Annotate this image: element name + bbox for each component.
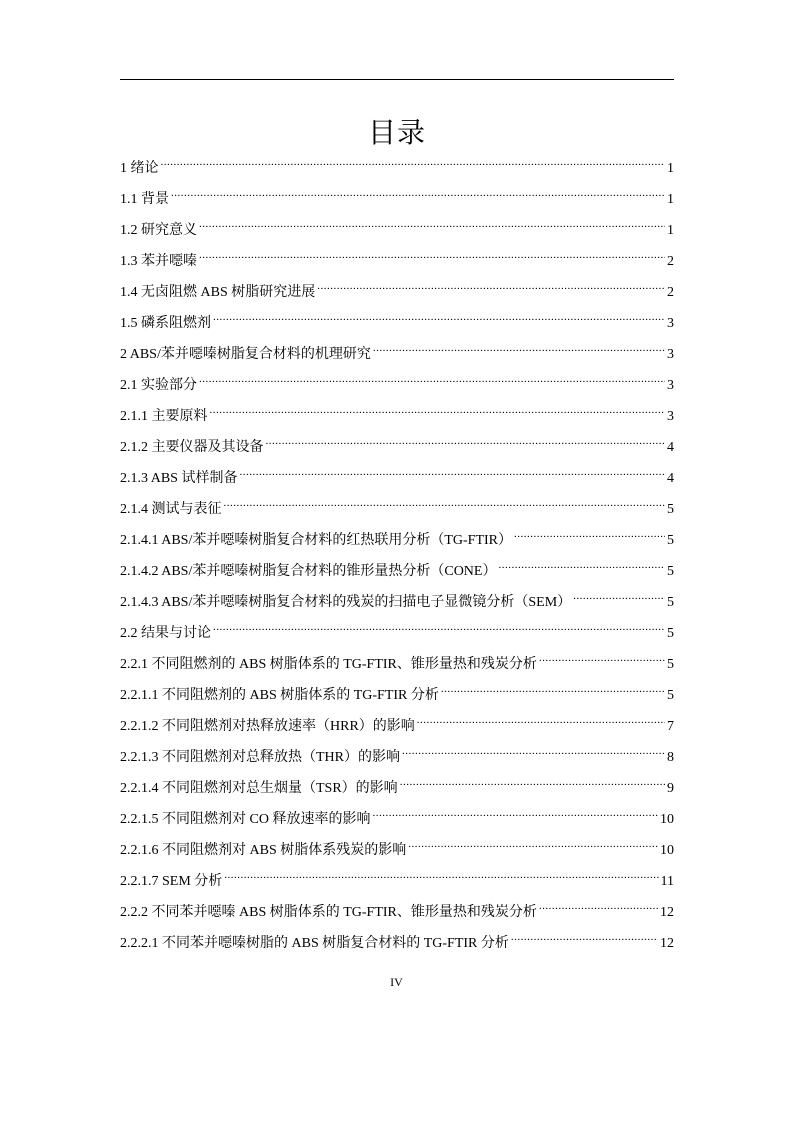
page-title: 目录 xyxy=(367,115,426,149)
toc-entry-title: 2.2 结果与讨论 xyxy=(120,626,211,641)
toc-entry-title: 2.2.1.1 不同阻燃剂的 ABS 树脂体系的 TG-FTIR 分析 xyxy=(120,688,439,703)
toc-leader-dots xyxy=(213,307,665,327)
toc-entry-title: 2.2.2 不同苯并噁嗪 ABS 树脂体系的 TG-FTIR、锥形量热和残炭分析 xyxy=(120,905,537,920)
toc-entry-page: 5 xyxy=(667,688,674,703)
header-rule xyxy=(120,79,674,80)
toc-entry[interactable] xyxy=(120,741,674,772)
toc-entry-page: 1 xyxy=(667,192,674,207)
toc-entry-page: 1 xyxy=(667,223,674,238)
toc-entry-title: 2.2.1.5 不同阻燃剂对 CO 释放速率的影响 xyxy=(120,812,371,827)
toc-leader-dots xyxy=(199,369,665,389)
toc-entry-page: 2 xyxy=(667,254,674,269)
toc-entry-page: 12 xyxy=(660,936,674,951)
toc-entry[interactable] xyxy=(120,307,674,338)
toc-entry-title: 2.1.3 ABS 试样制备 xyxy=(120,471,238,486)
toc-leader-dots xyxy=(539,648,665,668)
toc-entry-page: 5 xyxy=(667,502,674,517)
toc-leader-dots xyxy=(417,710,665,730)
toc-entry-page: 4 xyxy=(667,440,674,455)
toc-entry[interactable] xyxy=(120,834,674,865)
toc-leader-dots xyxy=(400,772,665,792)
toc-leader-dots xyxy=(161,152,666,172)
toc-leader-dots xyxy=(210,400,666,420)
toc-entry[interactable] xyxy=(120,214,674,245)
toc-entry[interactable] xyxy=(120,369,674,400)
toc-entry[interactable] xyxy=(120,400,674,431)
toc-entry[interactable] xyxy=(120,648,674,679)
toc-entry-page: 3 xyxy=(667,316,674,331)
toc-leader-dots xyxy=(239,462,665,482)
toc-entry-title: 1.5 磷系阻燃剂 xyxy=(120,316,211,331)
toc-entry-title: 2.1.4 测试与表征 xyxy=(120,502,222,517)
toc-leader-dots xyxy=(266,431,666,451)
toc-entry-page: 3 xyxy=(667,347,674,362)
toc-entry-title: 1.2 研究意义 xyxy=(120,223,197,238)
toc-leader-dots xyxy=(199,245,665,265)
toc-entry[interactable] xyxy=(120,524,674,555)
toc-entry[interactable] xyxy=(120,245,674,276)
toc-entry-title: 1 绪论 xyxy=(120,161,159,176)
toc-leader-dots xyxy=(441,679,665,699)
toc-entry[interactable] xyxy=(120,555,674,586)
toc-entry[interactable] xyxy=(120,679,674,710)
toc-entry-title: 2.2.1.4 不同阻燃剂对总生烟量（TSR）的影响 xyxy=(120,781,398,796)
toc-entry-page: 4 xyxy=(667,471,674,486)
toc-leader-dots xyxy=(224,493,666,513)
toc-entry[interactable] xyxy=(120,927,674,958)
toc-leader-dots xyxy=(498,555,665,575)
toc-entry-title: 2.2.1 不同阻燃剂的 ABS 树脂体系的 TG-FTIR、锥形量热和残炭分析 xyxy=(120,657,537,672)
page-number: IV xyxy=(390,975,403,989)
toc-leader-dots xyxy=(317,276,665,296)
toc-leader-dots xyxy=(511,927,658,947)
toc-entry-page: 8 xyxy=(667,750,674,765)
toc-entry[interactable] xyxy=(120,493,674,524)
toc-entry-page: 5 xyxy=(667,626,674,641)
toc-entry[interactable] xyxy=(120,803,674,834)
toc-entry[interactable] xyxy=(120,338,674,369)
table-of-contents xyxy=(120,152,674,958)
toc-entry[interactable] xyxy=(120,865,674,896)
toc-entry-title: 2.2.1.6 不同阻燃剂对 ABS 树脂体系残炭的影响 xyxy=(120,843,407,858)
toc-entry[interactable] xyxy=(120,431,674,462)
toc-entry-page: 2 xyxy=(667,285,674,300)
toc-leader-dots xyxy=(213,617,665,637)
toc-entry-title: 2.1.4.3 ABS/苯并噁嗪树脂复合材料的残炭的扫描电子显微镜分析（SEM） xyxy=(120,595,572,610)
toc-entry-page: 10 xyxy=(660,812,674,827)
toc-entry-page: 5 xyxy=(667,564,674,579)
toc-leader-dots xyxy=(171,183,665,203)
toc-entry-page: 5 xyxy=(667,595,674,610)
toc-entry-page: 3 xyxy=(667,409,674,424)
toc-entry-title: 2.1.4.1 ABS/苯并噁嗪树脂复合材料的红热联用分析（TG-FTIR） xyxy=(120,533,513,548)
toc-leader-dots xyxy=(402,741,665,761)
toc-entry-title: 1.4 无卤阻燃 ABS 树脂研究进展 xyxy=(120,285,316,300)
toc-entry[interactable] xyxy=(120,183,674,214)
toc-leader-dots xyxy=(372,803,658,823)
toc-entry-page: 7 xyxy=(667,719,674,734)
toc-entry-page: 3 xyxy=(667,378,674,393)
toc-entry-title: 2.1.2 主要仪器及其设备 xyxy=(120,440,264,455)
toc-entry-page: 5 xyxy=(667,533,674,548)
toc-entry[interactable] xyxy=(120,152,674,183)
toc-entry-title: 2.2.1.2 不同阻燃剂对热释放速率（HRR）的影响 xyxy=(120,719,415,734)
toc-entry-title: 2 ABS/苯并噁嗪树脂复合材料的机理研究 xyxy=(120,347,371,362)
toc-leader-dots xyxy=(539,896,658,916)
toc-entry[interactable] xyxy=(120,710,674,741)
toc-entry[interactable] xyxy=(120,462,674,493)
toc-entry-title: 2.2.2.1 不同苯并噁嗪树脂的 ABS 树脂复合材料的 TG-FTIR 分析 xyxy=(120,936,509,951)
toc-leader-dots xyxy=(408,834,658,854)
toc-entry-page: 11 xyxy=(660,874,674,889)
toc-entry-page: 9 xyxy=(667,781,674,796)
toc-entry-title: 2.2.1.7 SEM 分析 xyxy=(120,874,223,889)
toc-entry-title: 2.1.4.2 ABS/苯并噁嗪树脂复合材料的锥形量热分析（CONE） xyxy=(120,564,497,579)
toc-entry-page: 5 xyxy=(667,657,674,672)
toc-entry-title: 1.1 背景 xyxy=(120,192,169,207)
toc-entry-title: 1.3 苯并噁嗪 xyxy=(120,254,197,269)
toc-entry[interactable] xyxy=(120,617,674,648)
toc-entry-title: 2.1.1 主要原料 xyxy=(120,409,208,424)
toc-leader-dots xyxy=(199,214,665,234)
toc-leader-dots xyxy=(373,338,665,358)
toc-entry[interactable] xyxy=(120,276,674,307)
toc-entry-title: 2.1 实验部分 xyxy=(120,378,197,393)
toc-leader-dots xyxy=(224,865,658,885)
toc-entry[interactable] xyxy=(120,896,674,927)
toc-entry-page: 1 xyxy=(667,161,674,176)
toc-entry[interactable] xyxy=(120,586,674,617)
toc-leader-dots xyxy=(514,524,665,544)
toc-entry[interactable] xyxy=(120,772,674,803)
toc-entry-page: 10 xyxy=(660,843,674,858)
toc-leader-dots xyxy=(573,586,665,606)
toc-entry-page: 12 xyxy=(660,905,674,920)
toc-entry-title: 2.2.1.3 不同阻燃剂对总释放热（THR）的影响 xyxy=(120,750,400,765)
